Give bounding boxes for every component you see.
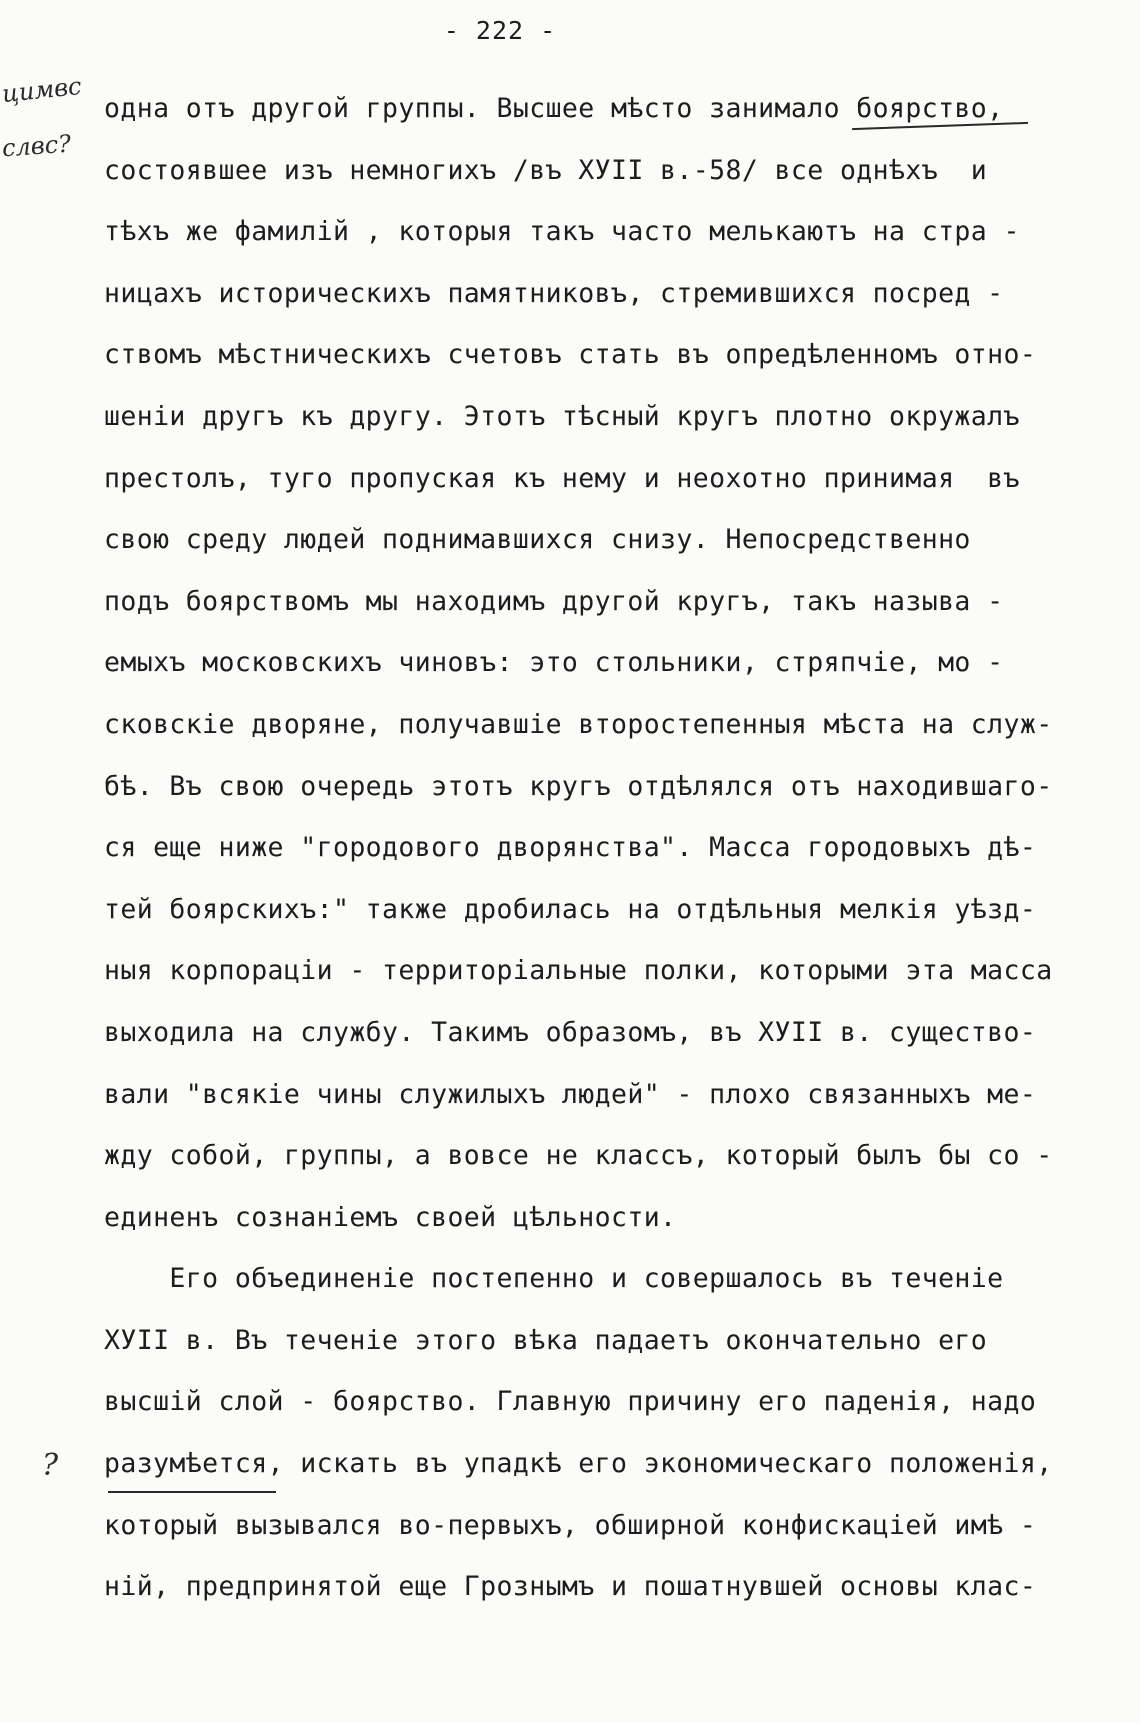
text-line: свою среду людей поднимавшихся снизу. Непосредственно: [104, 524, 971, 556]
text-line: сковскіе дворяне, получавшіе второстепенныя мѣста на служ-: [104, 708, 1053, 740]
text-line: жду собой, группы, а вовсе не классъ, который былъ бы со -: [104, 1140, 1053, 1172]
text-line: тѣхъ же фамилій , которыя такъ часто мелькаютъ на стра -: [104, 216, 1020, 248]
text-line: XУII в. Въ теченіе этого вѣка падаетъ окончательно его: [104, 1324, 988, 1356]
text-line: ній, предпринятой еще Грознымъ и пошатнувшей основы клас-: [104, 1571, 1037, 1603]
text-line: который вызывался во-первыхъ, обширной конфискаціей имѣ -: [104, 1509, 1037, 1541]
text-line: престолъ, туго пропуская къ нему и неохотно принимая въ: [104, 462, 1020, 494]
page-number: - 222 -: [443, 16, 557, 45]
margin-note-question-mark: ?: [42, 1448, 59, 1483]
typewritten-body-text: [104, 78, 1094, 1618]
text-line: ся еще ниже "городового дворянства". Масса городовыхъ дѣ-: [104, 832, 1037, 864]
text-line: подъ боярствомъ мы находимъ другой кругъ, такъ называ -: [104, 585, 1004, 617]
text-line: состоявшее изъ немногихъ /въ XУII в.-58/ все однѣхъ и: [104, 154, 988, 186]
text-line: ныя корпораціи - территоріальные полки, которыми эта масса: [104, 955, 1053, 987]
text-line: ницахъ историческихъ памятниковъ, стремившихся посред -: [104, 277, 1004, 309]
text-line: тей боярскихъ:" также дробилась на отдѣльныя мелкія уѣзд-: [104, 893, 1037, 925]
text-line: разумѣется, искать въ упадкѣ его экономическаго положенія,: [104, 1448, 1053, 1480]
text-line: емыхъ московскихъ чиновъ: это стольники, стряпчіе, мо -: [104, 647, 1004, 679]
text-line: одна отъ другой группы. Высшее мѣсто занимало боярство,: [104, 93, 1004, 124]
text-line: выходила на службу. Такимъ образомъ, въ XУII в. существо-: [104, 1016, 1037, 1048]
text-line: бѣ. Въ свою очередь этотъ кругъ отдѣлялся отъ находившаго-: [104, 770, 1053, 802]
text-line: Его объединеніе постепенно и совершалось въ теченіе: [104, 1263, 1004, 1295]
text-line: вали "всякіе чины служилыхъ людей" - плохо связанныхъ ме-: [104, 1078, 1037, 1110]
text-line: ствомъ мѣстническихъ счетовъ стать въ опредѣленномъ отно-: [104, 339, 1037, 371]
text-line: шеніи другъ къ другу. Этотъ тѣсный кругъ плотно окружалъ: [104, 400, 1020, 432]
margin-note-handwritten: слвс?: [1, 129, 72, 163]
margin-note-handwritten: цимвс: [0, 71, 83, 109]
text-line: высшій слой - боярство. Главную причину его паденія, надо: [104, 1386, 1037, 1418]
text-line: единенъ сознаніемъ своей цѣльности.: [104, 1201, 677, 1233]
